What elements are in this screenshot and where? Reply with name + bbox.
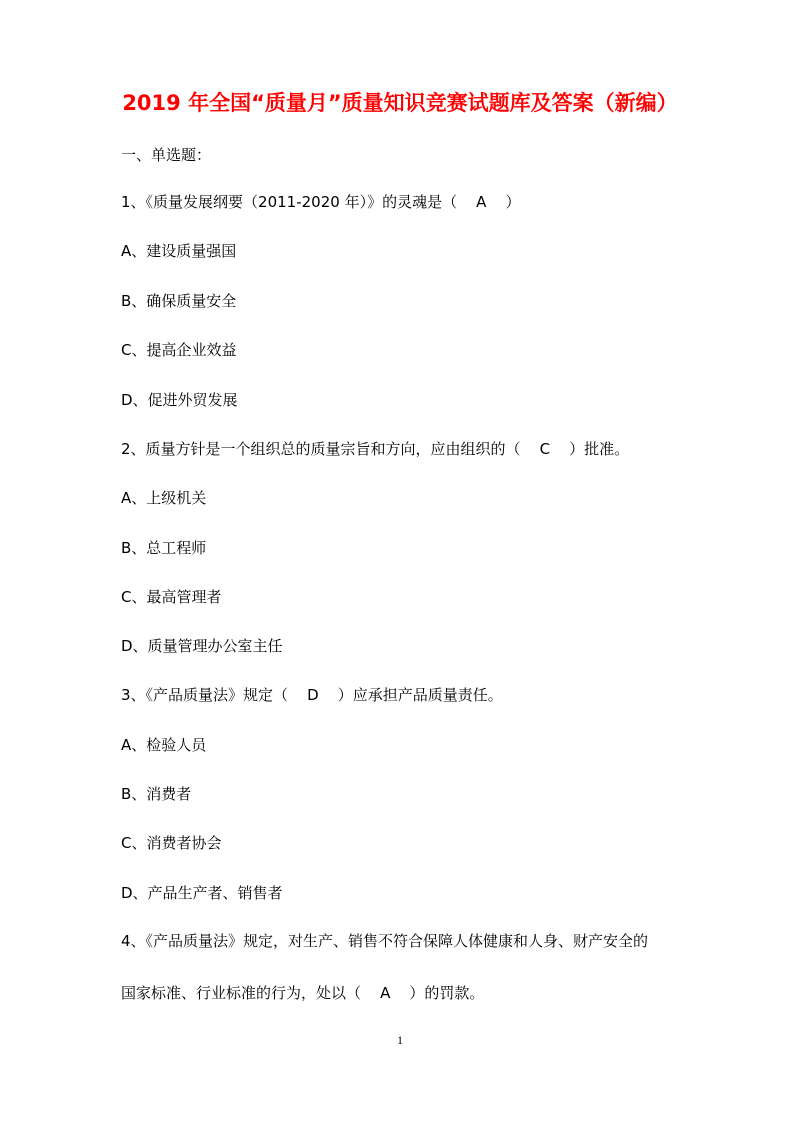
question-2-stem: 2、质量方针是一个组织总的质量宗旨和方向，应由组织的（ C ）批准。 xyxy=(121,440,630,458)
section-heading: 一、单选题： xyxy=(121,146,212,164)
question-3-stem: 3、《产品质量法》规定（ D ）应承担产品质量责任。 xyxy=(121,686,503,704)
question-3-option-d: D、产品生产者、销售者 xyxy=(121,884,283,902)
question-3-option-c: C、消费者协会 xyxy=(121,834,222,852)
page-title: 2019 年全国“质量月”质量知识竞赛试题库及答案（新编） xyxy=(122,91,678,115)
question-1-option-a: A、建设质量强国 xyxy=(121,242,237,260)
question-2-option-d: D、质量管理办公室主任 xyxy=(121,637,283,655)
question-3-option-b: B、消费者 xyxy=(121,785,192,803)
question-4-stem-line-1: 4、《产品质量法》规定，对生产、销售不符合保障人体健康和人身、财产安全的 xyxy=(121,932,649,950)
question-2-option-a: A、上级机关 xyxy=(121,489,207,507)
question-3-option-a: A、检验人员 xyxy=(121,736,207,754)
question-4-stem-line-2: 国家标准、行业标准的行为，处以（ A ）的罚款。 xyxy=(121,984,485,1002)
question-1-stem: 1、《质量发展纲要（2011-2020 年）》的灵魂是（ A ） xyxy=(121,193,521,211)
question-1-option-b: B、确保质量安全 xyxy=(121,292,237,310)
page-number: 1 xyxy=(397,1033,403,1047)
question-1-option-d: D、促进外贸发展 xyxy=(121,391,238,409)
question-2-option-c: C、最高管理者 xyxy=(121,588,222,606)
question-1-option-c: C、提高企业效益 xyxy=(121,341,237,359)
question-2-option-b: B、总工程师 xyxy=(121,539,207,557)
